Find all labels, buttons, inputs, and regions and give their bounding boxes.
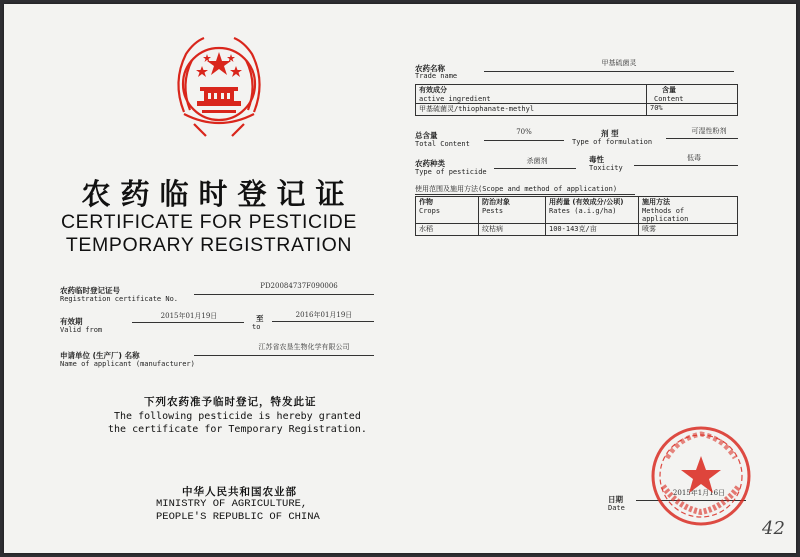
header-pests-cn: 防治对象 [482, 198, 510, 206]
grant-statement-cn: 下列农药准予临时登记，特发此证 [144, 396, 317, 408]
formulation-value: 可湿性粉剂 [691, 127, 727, 135]
date-label-en: Date [608, 504, 625, 512]
certificate-title-cn: 农药临时登记证 [81, 177, 355, 211]
cert-no-label-en: Registration certificate No. [60, 295, 179, 303]
date-value: 2015年1月16日 [672, 489, 726, 497]
toxicity-label-en: Toxicity [589, 164, 623, 172]
applicant-label-cn: 申请单位 (生产厂) 名称 [60, 351, 140, 360]
header-rates-cn: 用药量 (有效成分/公顷) [549, 198, 624, 206]
to-label-cn: 至 [256, 314, 264, 323]
application-table [415, 196, 738, 236]
cert-no-underline [194, 294, 374, 295]
official-seal-icon [649, 424, 753, 528]
total-content-label-cn: 总含量 [415, 131, 438, 140]
pesticide-type-label-cn: 农药种类 [415, 159, 445, 168]
applicant-value: 江苏省农垦生物化学有限公司 [258, 343, 350, 351]
toxicity-underline [634, 165, 738, 166]
header-pests-en: Pests [482, 207, 504, 215]
header-rates-en: Rates (a.i.g/ha) [549, 207, 617, 215]
header-crops [416, 197, 479, 224]
header-pests [479, 197, 546, 224]
grant-statement-en-line1: The following pesticide is hereby granted [114, 411, 361, 422]
cert-no-value: PD20084737F090006 [260, 282, 338, 290]
to-label-en: to [252, 323, 261, 331]
applicant-label-en: Name of applicant (manufacturer) [60, 360, 195, 368]
ministry-name-en-line1: MINISTRY OF AGRICULTURE, [156, 498, 308, 510]
pesticide-type-label-en: Type of pesticide [415, 168, 487, 176]
active-ingredient-table [415, 84, 738, 116]
header-methods-cn: 施用方法 [642, 198, 670, 206]
application-title: 使用范围及施用方法(Scope and method of application) [415, 185, 618, 193]
cell-method: 喷雾 [639, 224, 738, 236]
ai-header-cell [416, 85, 647, 104]
header-crops-en: Crops [419, 207, 441, 215]
applicant-underline [194, 355, 374, 356]
valid-label-en: Valid from [60, 326, 103, 334]
ministry-name-cn: 中华人民共和国农业部 [182, 486, 297, 498]
pesticide-type-value: 杀菌剂 [526, 157, 548, 165]
trade-name-label-cn: 农药名称 [415, 64, 445, 73]
total-content-label-en: Total Content [415, 140, 470, 148]
ai-header-en: active ingredient [419, 95, 491, 103]
valid-label-cn: 有效期 [60, 317, 83, 326]
content-header-cell [647, 85, 738, 104]
content-header-cn: 含量 [662, 86, 676, 94]
total-content-underline [484, 140, 564, 141]
total-content-value: 70% [516, 128, 532, 136]
header-methods [639, 197, 738, 224]
formulation-underline [666, 138, 738, 139]
valid-from-underline [132, 322, 244, 323]
header-rates [546, 197, 639, 224]
pesticide-type-underline [494, 168, 576, 169]
certificate-title-en-line1: CERTIFICATE FOR PESTICIDE [61, 211, 357, 233]
application-title-underline [415, 194, 635, 195]
trade-name-underline [484, 71, 734, 72]
trade-name-value: 甲基硫菌灵 [601, 59, 637, 67]
date-label-cn: 日期 [608, 495, 623, 504]
header-crops-cn: 作物 [419, 198, 433, 206]
header-methods-en: Methods of application [642, 207, 689, 223]
certificate-sheet [4, 4, 796, 553]
ai-value-cell: 甲基硫菌灵/thiophanate-methyl [416, 104, 647, 116]
cell-crop: 水稻 [416, 224, 479, 236]
table-row [416, 224, 738, 236]
cell-rate: 100-143克/亩 [546, 224, 639, 236]
valid-to-value: 2016年01月19日 [295, 311, 353, 319]
national-emblem-icon [164, 32, 274, 147]
cell-pest: 纹枯病 [479, 224, 546, 236]
content-header-en: Content [654, 95, 684, 103]
ai-content-cell: 70% [647, 104, 738, 116]
formulation-label-cn: 剂 型 [601, 129, 619, 138]
cert-no-label-cn: 农药临时登记证号 [60, 286, 120, 295]
trade-name-label-en: Trade name [415, 72, 458, 80]
toxicity-value: 低毒 [687, 154, 701, 162]
ai-header-cn: 有效成分 [419, 86, 447, 94]
table-row [416, 197, 738, 224]
toxicity-label-cn: 毒性 [589, 155, 604, 164]
table-row [416, 85, 738, 104]
ministry-name-en-line2: PEOPLE'S REPUBLIC OF CHINA [156, 511, 320, 523]
valid-to-underline [272, 321, 374, 322]
valid-from-value: 2015年01月19日 [160, 312, 218, 320]
page-number: 42 [762, 518, 785, 539]
formulation-label-en: Type of formulation [572, 138, 653, 146]
certificate-title-en-line2: TEMPORARY REGISTRATION [65, 234, 353, 256]
grant-statement-en-line2: the certificate for Temporary Registration. [108, 424, 367, 435]
table-row [416, 104, 738, 116]
